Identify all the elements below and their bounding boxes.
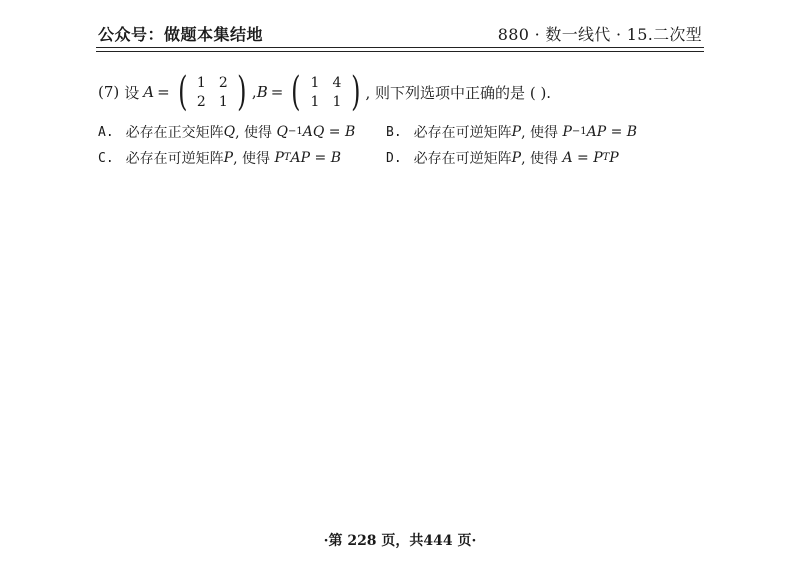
formula-rest: AP = B bbox=[290, 150, 341, 166]
matrix-b-cell: 4 bbox=[332, 74, 342, 91]
matrix-b bbox=[288, 69, 363, 115]
question-suffix: , 则下列选项中正确的是 ( ). bbox=[365, 83, 552, 102]
matrix-a-cell: 2 bbox=[196, 93, 206, 110]
option-tail: , 使得 bbox=[521, 151, 563, 167]
matrix-b-cell: 1 bbox=[310, 93, 320, 110]
matrix-a-cell: 1 bbox=[218, 93, 228, 110]
option-tail: , 使得 bbox=[521, 125, 563, 141]
right-paren: ) bbox=[351, 69, 361, 115]
option-letter: B. bbox=[386, 124, 402, 140]
question-stem bbox=[98, 70, 551, 114]
equals-sign-b: = bbox=[270, 83, 284, 101]
option-text: 必存在可逆矩阵 bbox=[125, 151, 224, 167]
header-chapter: 880 · 数一线代 · 15.二次型 bbox=[497, 25, 702, 44]
option-tail: , 使得 bbox=[235, 125, 277, 141]
right-paren: ) bbox=[237, 69, 247, 115]
question-prefix: 设 bbox=[124, 83, 140, 102]
page-footer: ·第 228 页，共444 页· bbox=[323, 533, 477, 549]
matrix-a-cell: 2 bbox=[218, 74, 228, 91]
option-letter: C. bbox=[98, 150, 114, 166]
option-tail: , 使得 bbox=[233, 151, 275, 167]
matrix-b-cell: 1 bbox=[332, 93, 342, 110]
formula-pre: A = bbox=[562, 150, 594, 166]
matrix-a-name: A bbox=[143, 83, 155, 101]
matrix-a-cell: 1 bbox=[196, 74, 206, 91]
formula-rest: P bbox=[609, 150, 619, 166]
option-var: Q bbox=[223, 124, 236, 140]
option-var: P bbox=[511, 124, 522, 140]
option-text: 必存在可逆矩阵 bbox=[413, 151, 512, 167]
left-paren: ( bbox=[177, 69, 188, 115]
matrix-a bbox=[175, 69, 250, 115]
formula-base: Q bbox=[276, 124, 288, 140]
option-letter: A. bbox=[98, 124, 114, 140]
option-d: D. 必存在可逆矩阵 P , 使得 A = P T P bbox=[386, 150, 619, 167]
matrix-b-cell: 1 bbox=[310, 74, 320, 91]
option-a: A. 必存在正交矩阵 Q , 使得 Q −1 AQ = B bbox=[98, 124, 356, 141]
option-text: 必存在正交矩阵 bbox=[125, 125, 224, 141]
formula-rest: AQ = B bbox=[302, 124, 356, 140]
option-text: 必存在可逆矩阵 bbox=[413, 125, 512, 141]
formula-base: P bbox=[274, 150, 284, 166]
option-var: P bbox=[511, 150, 522, 166]
formula-base: P bbox=[593, 150, 603, 166]
question-number: (7) bbox=[98, 83, 120, 101]
header-rule-thin bbox=[96, 51, 704, 52]
formula-rest: AP = B bbox=[586, 124, 638, 140]
formula-base: P bbox=[562, 124, 572, 140]
header-source: 公众号：做题本集结地 bbox=[98, 25, 264, 44]
option-b: B. 必存在可逆矩阵 P , 使得 P −1 AP = B bbox=[386, 124, 638, 141]
comma: , bbox=[251, 83, 257, 101]
option-var: P bbox=[223, 150, 234, 166]
matrix-b-name: B bbox=[256, 83, 268, 101]
equals-sign-a: = bbox=[157, 83, 170, 101]
option-letter: D. bbox=[386, 150, 402, 166]
header-rule bbox=[96, 47, 704, 48]
left-paren: ( bbox=[291, 69, 301, 115]
option-c: C. 必存在可逆矩阵 P , 使得 P T AP = B bbox=[98, 150, 341, 167]
